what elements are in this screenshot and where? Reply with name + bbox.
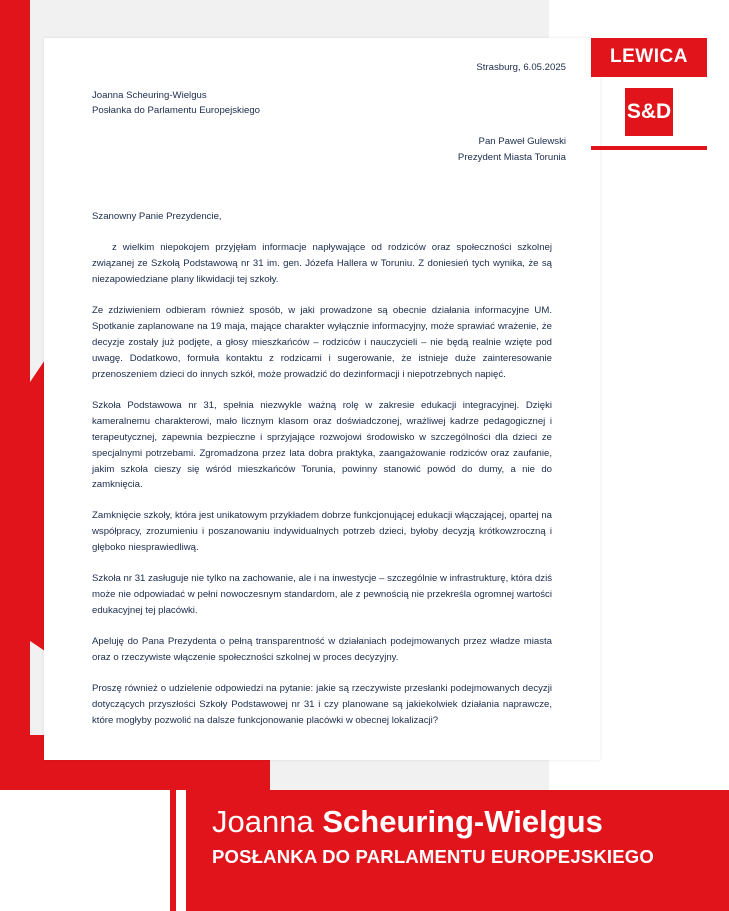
sd-logo: S&D xyxy=(625,88,673,136)
place-and-date: Strasburg, 6.05.2025 xyxy=(476,62,566,73)
paragraph xyxy=(92,240,552,288)
letter-content xyxy=(44,38,600,728)
footer-first-name: Joanna xyxy=(212,804,314,839)
recipient-title: Prezydent Miasta Torunia xyxy=(457,151,566,163)
letter-body xyxy=(92,240,552,728)
footer-accent-tick xyxy=(170,790,176,911)
lewica-logo: LEWICA xyxy=(591,38,707,77)
paragraph xyxy=(92,303,552,383)
salutation: Szanowny Panie Prezydencie, xyxy=(92,210,222,222)
logo-divider-rule xyxy=(591,146,707,150)
paragraph-text: z wielkim niepokojem przyjęłam informacje napływające od rodziców oraz społeczności szkolnej związanej ze Szkołą Podstawową nr 31 im. gen. Józefa Hallera w Toruniu. Z doniesień tych wynika, że są niezapowiedziane plany likwidacji tej szkoły. xyxy=(92,242,552,286)
recipient-name: Pan Paweł Gulewski xyxy=(478,136,566,148)
paragraph xyxy=(92,398,552,494)
footer-name xyxy=(212,806,701,839)
recipient-block xyxy=(78,134,566,165)
paragraph-text: Zamknięcie szkoły, która jest unikatowym przykładem dobrze funkcjonującej edukacji włączającej, opartej na współpracy, zrozumieniu i poszanowaniu indywidualnych potrzeb dzieci, byłoby decyzją krótkowzroczną i głęboko niesprawiedliwą. xyxy=(92,510,552,554)
logo-stack xyxy=(591,38,707,150)
paragraph xyxy=(92,634,552,666)
paragraph-text: Ze zdziwieniem odbieram również sposób, w jaki prowadzone są obecnie działania informacyjne UM. Spotkanie zaplanowane na 19 maja, mające charakter wyłącznie informacyjny, może sprawiać wrażenie, że decyzje zostały już podjęte, a głosy mieszkańców – rodziców i nauczycieli – nie będą realnie wzięte pod uwagę. Dodatkowo, formuła kontaktu z rodzicami i sugerowanie, że istnieje duże zainteresowanie przenoszeniem dzieci do innych szkół, może prowadzić do dezinformacji i niepotrzebnych napięć. xyxy=(92,305,552,380)
paragraph xyxy=(92,681,552,729)
paragraph-text: Szkoła nr 31 zasługuje nie tylko na zachowanie, ale i na inwestycje – szczególnie w infrastrukturę, która dziś może nie odpowiadać w pełni nowoczesnym standardom, ale z pewnością nie przekreśla ogromnej wartości edukacyjnej tej placówki. xyxy=(92,573,552,616)
sd-logo-wrap xyxy=(591,88,707,136)
paragraph xyxy=(92,571,552,619)
footer-banner xyxy=(0,790,729,911)
paragraph-text: Proszę również o udzielenie odpowiedzi na pytanie: jakie są rzeczywiste przesłanki podejmowanych decyzji dotyczących przyszłości Szkoły Podstawowej nr 31 i czy planowane są jakiekolwiek działania naprawcze, które mogłyby pozwolić na dalsze funkcjonowanie placówki w obecnej lokalizacji? xyxy=(92,682,552,726)
letter-sheet xyxy=(44,38,600,760)
footer-last-name: Scheuring-Wielgus xyxy=(322,804,603,839)
sender-name: Joanna Scheuring-Wielgus xyxy=(92,89,207,101)
sender-block xyxy=(92,88,566,119)
footer-role: POSŁANKA DO PARLAMENTU EUROPEJSKIEGO xyxy=(212,845,654,867)
footer-text-block xyxy=(212,806,701,868)
paragraph xyxy=(92,508,552,556)
paragraph-text: Apeluję do Pana Prezydenta o pełną transparentność w działaniach podejmowanych przez władze miasta oraz o rzeczywiste włączenie społeczności szkolnej w proces decyzyjny. xyxy=(92,635,552,663)
paragraph-text: Szkoła Podstawowa nr 31, spełnia niezwykle ważną rolę w zakresie edukacji integracyjnej. Dzięki kameralnemu charakterowi, mało licznym klasom oraz doświadczonej, wrażliwej kadrze pedagogicznej i terapeutycznej, zapewnia bezpieczne i sprzyjające rozwojowi środowisko w szczególności dla dzieci ze specjalnymi potrzebami. Zgromadzona przez lata dobra praktyka, zaangażowanie rodziców oraz zaufanie, jakim szkoła cieszy się wśród mieszkańców Torunia, powinny stanowić powód do dumy, a nie do zamknięcia. xyxy=(92,399,552,491)
sender-title: Posłanka do Parlamentu Europejskiego xyxy=(92,104,260,116)
